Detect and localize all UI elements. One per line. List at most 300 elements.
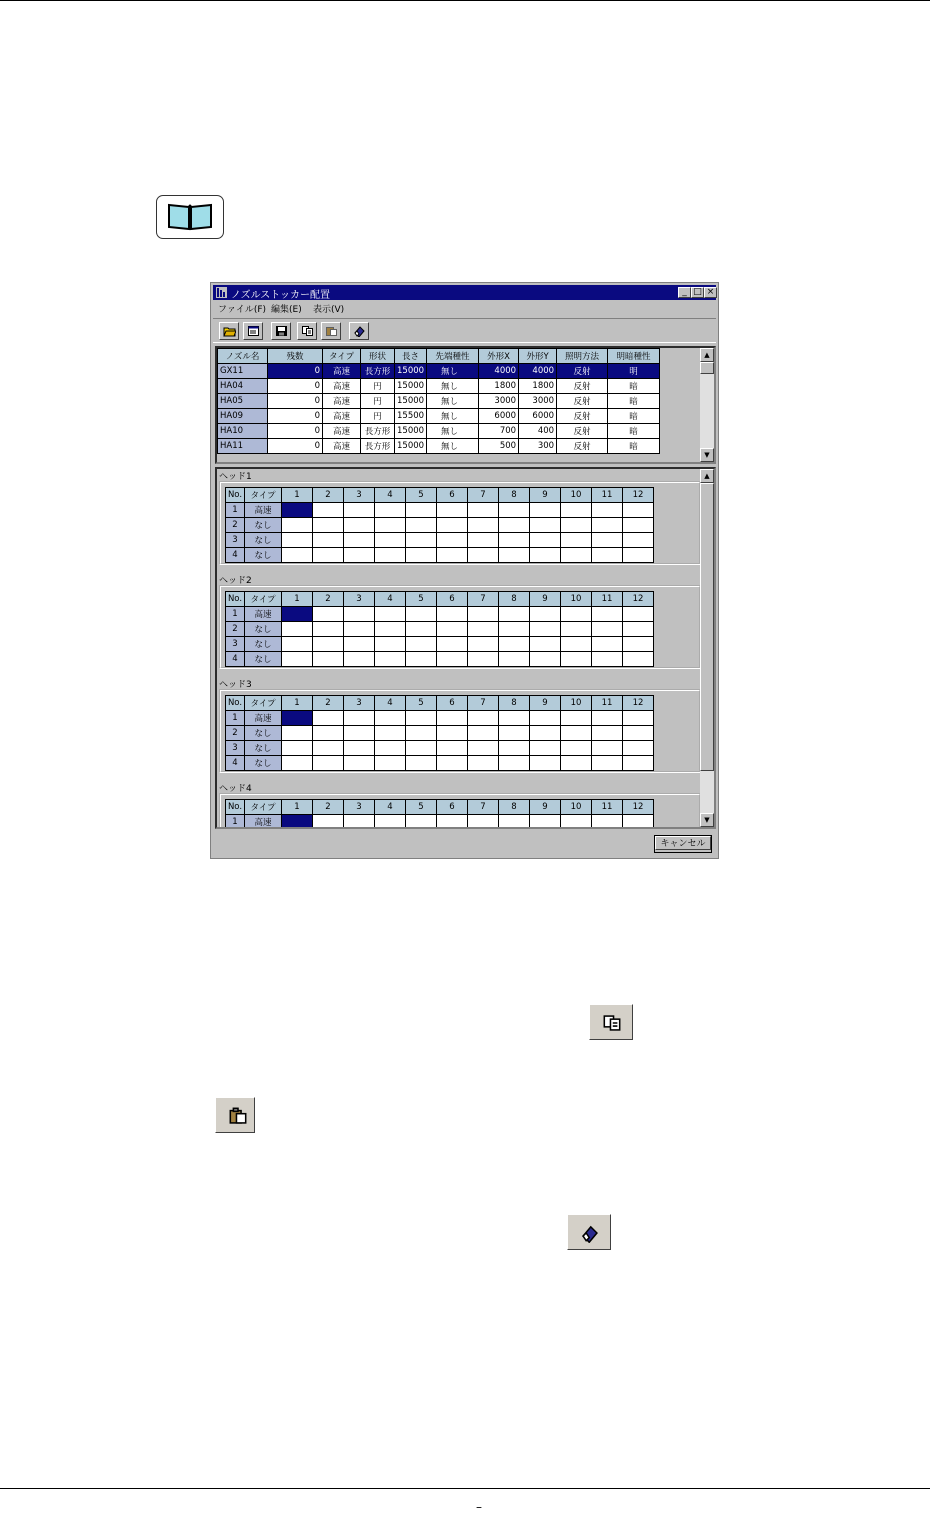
- nozzle-slot[interactable]: [592, 637, 623, 652]
- nozzle-slot[interactable]: [313, 741, 344, 756]
- head-grid-row: [226, 711, 654, 726]
- nozzle-slot[interactable]: [282, 652, 313, 667]
- header-outer-x[interactable]: 外形X: [479, 349, 519, 364]
- nozzle-slot[interactable]: [344, 741, 375, 756]
- minimize-button[interactable]: _: [678, 287, 691, 298]
- nozzle-slot[interactable]: [468, 815, 499, 830]
- column-header: 2: [313, 488, 344, 503]
- head-grid-header: [226, 696, 654, 711]
- table-row[interactable]: GX11 0 高速 長方形 15000 無し 4000 4000 反射 明: [218, 364, 660, 379]
- nozzle-slot[interactable]: [623, 503, 654, 518]
- nozzle-slot[interactable]: [561, 548, 592, 563]
- column-header: 8: [499, 696, 530, 711]
- nozzle-slot[interactable]: [561, 741, 592, 756]
- head-grid-row: [226, 548, 654, 563]
- nozzle-slot[interactable]: [375, 533, 406, 548]
- nozzle-slot[interactable]: [437, 726, 468, 741]
- head-grid: [225, 487, 654, 563]
- head-section: [217, 677, 701, 781]
- column-header: 9: [530, 800, 561, 815]
- nozzle-list: [215, 346, 716, 464]
- row-type[interactable]: 高速: [245, 815, 282, 830]
- column-header: 9: [530, 592, 561, 607]
- open-button[interactable]: [219, 322, 239, 340]
- nozzle-slot[interactable]: [406, 741, 437, 756]
- nozzle-slot[interactable]: [561, 518, 592, 533]
- column-header: No.: [226, 488, 245, 503]
- properties-icon: [247, 325, 260, 337]
- row-number: 4: [226, 652, 245, 667]
- scroll-thumb[interactable]: [700, 483, 714, 771]
- nozzle-slot[interactable]: [375, 815, 406, 830]
- column-header: 1: [282, 488, 313, 503]
- column-header: 2: [313, 696, 344, 711]
- nozzle-slot[interactable]: [530, 607, 561, 622]
- column-header: 9: [530, 488, 561, 503]
- header-remaining[interactable]: 残数: [268, 349, 323, 364]
- nozzle-slot[interactable]: [561, 726, 592, 741]
- nozzle-slot[interactable]: [530, 756, 561, 771]
- nozzle-slot[interactable]: [437, 622, 468, 637]
- menu-edit[interactable]: 編集(E): [271, 305, 302, 315]
- nozzle-slot[interactable]: [499, 726, 530, 741]
- paste-button[interactable]: [321, 322, 341, 340]
- head-grid-row: [226, 607, 654, 622]
- header-length[interactable]: 長さ: [395, 349, 427, 364]
- head-grid: [225, 799, 654, 829]
- nozzle-slot[interactable]: [406, 637, 437, 652]
- row-type[interactable]: なし: [245, 652, 282, 667]
- nozzle-slot[interactable]: [282, 815, 313, 830]
- nozzle-slot[interactable]: [375, 726, 406, 741]
- nozzle-slot[interactable]: [282, 518, 313, 533]
- header-lighting[interactable]: 照明方法: [557, 349, 608, 364]
- nozzle-slot[interactable]: [437, 637, 468, 652]
- nozzle-slot[interactable]: [313, 533, 344, 548]
- column-header: 11: [592, 696, 623, 711]
- nozzle-slot[interactable]: [499, 607, 530, 622]
- nozzle-slot[interactable]: [468, 726, 499, 741]
- nozzle-slot[interactable]: [437, 548, 468, 563]
- row-type[interactable]: なし: [245, 622, 282, 637]
- nozzle-slot[interactable]: [592, 518, 623, 533]
- book-icon: [156, 195, 224, 239]
- nozzle-slot[interactable]: [623, 815, 654, 830]
- nozzle-slot[interactable]: [499, 756, 530, 771]
- nozzle-slot[interactable]: [313, 711, 344, 726]
- header-nozzle-name[interactable]: ノズル名: [218, 349, 268, 364]
- nozzle-slot[interactable]: [561, 711, 592, 726]
- header-shape[interactable]: 形状: [361, 349, 395, 364]
- nozzle-slot[interactable]: [282, 548, 313, 563]
- nozzle-slot[interactable]: [499, 637, 530, 652]
- nozzle-slot[interactable]: [437, 607, 468, 622]
- column-header: 1: [282, 696, 313, 711]
- nozzle-slot[interactable]: [406, 548, 437, 563]
- nozzle-slot[interactable]: [561, 533, 592, 548]
- head-grid: [225, 591, 654, 667]
- column-header: 8: [499, 592, 530, 607]
- nozzle-slot[interactable]: [375, 711, 406, 726]
- nozzle-slot[interactable]: [499, 622, 530, 637]
- row-type[interactable]: 高速: [245, 711, 282, 726]
- column-header: 7: [468, 696, 499, 711]
- nozzle-slot[interactable]: [344, 756, 375, 771]
- head-label: ヘッド3: [219, 680, 252, 690]
- nozzle-slot[interactable]: [375, 607, 406, 622]
- heads-scrollbar[interactable]: [700, 469, 714, 827]
- nozzle-slot[interactable]: [375, 518, 406, 533]
- column-header: 12: [623, 488, 654, 503]
- column-header: 8: [499, 800, 530, 815]
- header-tip[interactable]: 先端種性: [427, 349, 479, 364]
- column-header: 6: [437, 488, 468, 503]
- column-header: 3: [344, 488, 375, 503]
- nozzle-slot[interactable]: [468, 503, 499, 518]
- nozzle-slot[interactable]: [592, 726, 623, 741]
- nozzle-slot[interactable]: [375, 741, 406, 756]
- nozzle-slot[interactable]: [437, 756, 468, 771]
- scroll-up-button[interactable]: ▲: [700, 348, 714, 362]
- nozzle-slot[interactable]: [437, 711, 468, 726]
- nozzle-slot[interactable]: [561, 607, 592, 622]
- nozzle-slot[interactable]: [623, 756, 654, 771]
- nozzle-slot[interactable]: [282, 637, 313, 652]
- head-grid-row: [226, 637, 654, 652]
- nozzle-slot[interactable]: [530, 503, 561, 518]
- nozzle-slot[interactable]: [561, 756, 592, 771]
- menu-file[interactable]: ファイル(F): [218, 305, 267, 315]
- row-type[interactable]: なし: [245, 518, 282, 533]
- nozzle-slot[interactable]: [437, 518, 468, 533]
- head-grid-header: [226, 488, 654, 503]
- column-header: 7: [468, 800, 499, 815]
- nozzle-slot[interactable]: [561, 503, 592, 518]
- head-grid-frame: [219, 481, 701, 565]
- nozzle-slot[interactable]: [623, 518, 654, 533]
- head-grid: [225, 695, 654, 771]
- column-header: 2: [313, 592, 344, 607]
- nozzle-slot[interactable]: [344, 815, 375, 830]
- nozzle-slot[interactable]: [406, 503, 437, 518]
- nozzle-stocker-window: [210, 282, 719, 859]
- header-outer-y[interactable]: 外形Y: [519, 349, 557, 364]
- table-row[interactable]: HA09 0 高速 円 15500 無し 6000 6000 反射 暗: [218, 409, 660, 424]
- erase-button[interactable]: [349, 322, 369, 340]
- cancel-button-label: キャンセル: [655, 836, 711, 850]
- nozzle-slot[interactable]: [561, 815, 592, 830]
- nozzle-slot[interactable]: [375, 756, 406, 771]
- column-header: No.: [226, 696, 245, 711]
- nozzle-slot[interactable]: [530, 548, 561, 563]
- app-icon: [216, 287, 227, 298]
- nozzle-slot[interactable]: [344, 548, 375, 563]
- paste-icon-button: [215, 1097, 255, 1133]
- nozzle-slot[interactable]: [406, 726, 437, 741]
- nozzle-slot[interactable]: [282, 756, 313, 771]
- nozzle-slot[interactable]: [313, 518, 344, 533]
- column-header: 3: [344, 592, 375, 607]
- nozzle-slot[interactable]: [499, 741, 530, 756]
- nozzle-slot[interactable]: [282, 622, 313, 637]
- row-number: 1: [226, 607, 245, 622]
- column-header: 11: [592, 800, 623, 815]
- nozzle-slot[interactable]: [499, 711, 530, 726]
- nozzle-slot[interactable]: [499, 652, 530, 667]
- head-grid-row: [226, 756, 654, 771]
- nozzle-slot[interactable]: [437, 533, 468, 548]
- row-number: 4: [226, 548, 245, 563]
- nozzle-slot[interactable]: [592, 622, 623, 637]
- table-row[interactable]: HA05 0 高速 円 15000 無し 3000 3000 反射 暗: [218, 394, 660, 409]
- nozzle-slot[interactable]: [313, 503, 344, 518]
- menu-view[interactable]: 表示(V): [313, 305, 345, 315]
- copy-button[interactable]: [297, 322, 317, 340]
- column-header: 10: [561, 696, 592, 711]
- nozzle-slot[interactable]: [313, 756, 344, 771]
- nozzle-slot[interactable]: [561, 622, 592, 637]
- head-grid-row: [226, 622, 654, 637]
- nozzle-slot[interactable]: [375, 637, 406, 652]
- nozzle-slot[interactable]: [592, 503, 623, 518]
- nozzle-slot[interactable]: [468, 756, 499, 771]
- title-bar: [213, 285, 716, 300]
- nozzle-slot[interactable]: [406, 607, 437, 622]
- nozzle-table-header: [218, 349, 660, 364]
- nozzle-slot[interactable]: [468, 637, 499, 652]
- column-header: 10: [561, 488, 592, 503]
- nozzle-list-scrollbar[interactable]: [700, 348, 714, 462]
- nozzle-slot[interactable]: [623, 741, 654, 756]
- column-header: 4: [375, 696, 406, 711]
- nozzle-slot[interactable]: [375, 652, 406, 667]
- nozzle-slot[interactable]: [530, 637, 561, 652]
- nozzle-slot[interactable]: [406, 652, 437, 667]
- nozzle-slot[interactable]: [313, 622, 344, 637]
- table-row[interactable]: HA11 0 高速 長方形 15000 無し 500 300 反射 暗: [218, 439, 660, 454]
- eraser-icon-button: [567, 1214, 611, 1250]
- nozzle-slot[interactable]: [499, 815, 530, 830]
- column-header: 11: [592, 488, 623, 503]
- nozzle-slot[interactable]: [623, 548, 654, 563]
- row-type[interactable]: 高速: [245, 503, 282, 518]
- column-header: 12: [623, 592, 654, 607]
- nozzle-slot[interactable]: [592, 607, 623, 622]
- head-grid-row: [226, 503, 654, 518]
- nozzle-slot[interactable]: [406, 815, 437, 830]
- scroll-up-button[interactable]: ▲: [700, 469, 714, 483]
- nozzle-slot[interactable]: [282, 726, 313, 741]
- nozzle-slot[interactable]: [437, 503, 468, 518]
- nozzle-slot[interactable]: [468, 548, 499, 563]
- nozzle-slot[interactable]: [468, 711, 499, 726]
- row-type[interactable]: なし: [245, 637, 282, 652]
- column-header: タイプ: [245, 696, 282, 711]
- nozzle-slot[interactable]: [375, 622, 406, 637]
- column-header: 6: [437, 800, 468, 815]
- window-title: ノズルストッカー配置: [231, 290, 330, 301]
- scroll-thumb[interactable]: [700, 362, 714, 374]
- nozzle-slot[interactable]: [406, 622, 437, 637]
- nozzle-slot[interactable]: [499, 548, 530, 563]
- column-header: 12: [623, 800, 654, 815]
- nozzle-slot[interactable]: [344, 726, 375, 741]
- nozzle-slot[interactable]: [344, 622, 375, 637]
- page-number: –: [476, 1500, 482, 1514]
- nozzle-slot[interactable]: [468, 533, 499, 548]
- row-number: 1: [226, 503, 245, 518]
- nozzle-slot[interactable]: [561, 637, 592, 652]
- nozzle-slot[interactable]: [375, 503, 406, 518]
- scroll-down-button[interactable]: ▼: [700, 448, 714, 462]
- maximize-button[interactable]: □: [691, 287, 704, 298]
- nozzle-slot[interactable]: [344, 652, 375, 667]
- close-button[interactable]: ×: [704, 287, 717, 298]
- nozzle-slot[interactable]: [313, 637, 344, 652]
- properties-button[interactable]: [243, 322, 263, 340]
- nozzle-slot[interactable]: [499, 518, 530, 533]
- column-header: 7: [468, 488, 499, 503]
- nozzle-slot[interactable]: [468, 622, 499, 637]
- nozzle-slot[interactable]: [623, 652, 654, 667]
- nozzle-slot[interactable]: [592, 711, 623, 726]
- nozzle-slot[interactable]: [530, 815, 561, 830]
- nozzle-slot[interactable]: [282, 607, 313, 622]
- head-grid-row: [226, 533, 654, 548]
- nozzle-slot[interactable]: [313, 548, 344, 563]
- head-section: [217, 469, 701, 573]
- nozzle-slot[interactable]: [530, 622, 561, 637]
- row-type[interactable]: なし: [245, 741, 282, 756]
- nozzle-slot[interactable]: [468, 518, 499, 533]
- nozzle-slot[interactable]: [313, 652, 344, 667]
- nozzle-slot[interactable]: [344, 503, 375, 518]
- column-header: タイプ: [245, 592, 282, 607]
- nozzle-slot[interactable]: [282, 533, 313, 548]
- nozzle-slot[interactable]: [530, 726, 561, 741]
- nozzle-slot[interactable]: [530, 533, 561, 548]
- nozzle-slot[interactable]: [623, 726, 654, 741]
- save-button[interactable]: [271, 322, 291, 340]
- nozzle-slot[interactable]: [623, 711, 654, 726]
- nozzle-slot[interactable]: [592, 548, 623, 563]
- nozzle-slot[interactable]: [406, 711, 437, 726]
- nozzle-slot[interactable]: [530, 652, 561, 667]
- nozzle-slot[interactable]: [344, 711, 375, 726]
- menu-bar: [213, 301, 716, 316]
- nozzle-slot[interactable]: [282, 503, 313, 518]
- nozzle-slot[interactable]: [592, 741, 623, 756]
- nozzle-slot[interactable]: [344, 533, 375, 548]
- header-brightness[interactable]: 明暗種性: [608, 349, 660, 364]
- row-number: 2: [226, 622, 245, 637]
- paste-icon: [228, 1106, 248, 1126]
- nozzle-slot[interactable]: [623, 622, 654, 637]
- column-header: 6: [437, 696, 468, 711]
- nozzle-slot[interactable]: [530, 711, 561, 726]
- nozzle-slot[interactable]: [344, 607, 375, 622]
- nozzle-slot[interactable]: [406, 533, 437, 548]
- nozzle-slot[interactable]: [437, 652, 468, 667]
- column-header: 5: [406, 488, 437, 503]
- column-header: 7: [468, 592, 499, 607]
- row-number: 1: [226, 815, 245, 830]
- nozzle-slot[interactable]: [406, 518, 437, 533]
- column-header: 5: [406, 592, 437, 607]
- nozzle-slot[interactable]: [592, 756, 623, 771]
- scroll-down-button[interactable]: ▼: [700, 813, 714, 827]
- bottom-rule: [0, 1488, 930, 1489]
- nozzle-slot[interactable]: [437, 741, 468, 756]
- nozzle-slot[interactable]: [623, 637, 654, 652]
- column-header: 5: [406, 696, 437, 711]
- nozzle-slot[interactable]: [530, 518, 561, 533]
- nozzle-slot[interactable]: [468, 741, 499, 756]
- copy-icon-button: [589, 1004, 633, 1040]
- head-grid-frame: [219, 585, 701, 669]
- nozzle-slot[interactable]: [592, 652, 623, 667]
- paste-icon: [325, 325, 338, 337]
- column-header: 9: [530, 696, 561, 711]
- column-header: タイプ: [245, 488, 282, 503]
- nozzle-slot[interactable]: [561, 652, 592, 667]
- table-row[interactable]: HA10 0 高速 長方形 15000 無し 700 400 反射 暗: [218, 424, 660, 439]
- eraser-icon: [580, 1223, 600, 1243]
- table-row[interactable]: HA04 0 高速 円 15000 無し 1800 1800 反射 暗: [218, 379, 660, 394]
- row-number: 2: [226, 518, 245, 533]
- nozzle-table: [217, 348, 660, 454]
- toolbar: [213, 318, 716, 343]
- head-label: ヘッド2: [219, 576, 252, 586]
- heads-panel: [215, 467, 716, 829]
- head-grid-row: [226, 726, 654, 741]
- nozzle-slot[interactable]: [282, 741, 313, 756]
- nozzle-slot[interactable]: [623, 533, 654, 548]
- nozzle-slot[interactable]: [344, 518, 375, 533]
- row-type[interactable]: なし: [245, 548, 282, 563]
- nozzle-slot[interactable]: [499, 533, 530, 548]
- nozzle-slot[interactable]: [499, 503, 530, 518]
- row-type[interactable]: なし: [245, 756, 282, 771]
- nozzle-slot[interactable]: [468, 607, 499, 622]
- cancel-button[interactable]: [654, 835, 712, 853]
- open-folder-icon: [223, 325, 236, 337]
- nozzle-slot[interactable]: [282, 711, 313, 726]
- header-type[interactable]: タイプ: [323, 349, 361, 364]
- top-rule: [0, 0, 930, 1]
- nozzle-slot[interactable]: [375, 548, 406, 563]
- nozzle-slot[interactable]: [468, 652, 499, 667]
- nozzle-slot[interactable]: [623, 607, 654, 622]
- nozzle-slot[interactable]: [530, 741, 561, 756]
- nozzle-slot[interactable]: [344, 637, 375, 652]
- row-type[interactable]: なし: [245, 533, 282, 548]
- nozzle-slot[interactable]: [406, 756, 437, 771]
- head-label: ヘッド1: [219, 472, 252, 482]
- nozzle-slot[interactable]: [313, 607, 344, 622]
- nozzle-slot[interactable]: [313, 726, 344, 741]
- nozzle-slot[interactable]: [313, 815, 344, 830]
- column-header: 3: [344, 696, 375, 711]
- row-number: 1: [226, 711, 245, 726]
- row-type[interactable]: 高速: [245, 607, 282, 622]
- eraser-icon: [353, 325, 366, 337]
- nozzle-slot[interactable]: [592, 815, 623, 830]
- row-type[interactable]: なし: [245, 726, 282, 741]
- column-header: 5: [406, 800, 437, 815]
- nozzle-slot[interactable]: [592, 533, 623, 548]
- nozzle-slot[interactable]: [437, 815, 468, 830]
